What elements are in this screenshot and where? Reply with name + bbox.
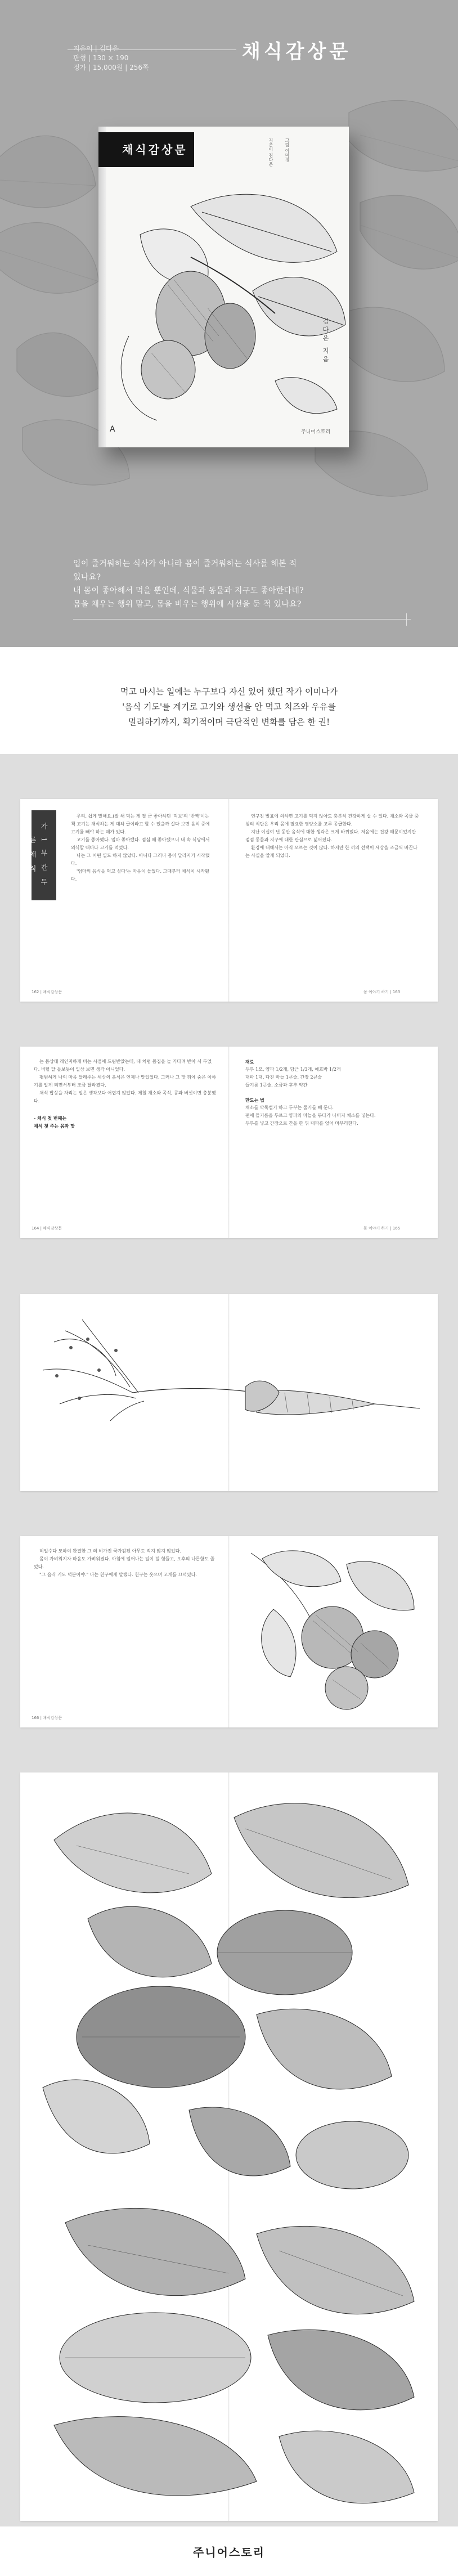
meta-price: 정가 | 15,000원 | 256쪽 — [73, 64, 149, 71]
chapter-title-box: 가 1 부 간 두 른 채 식 — [32, 810, 56, 900]
intro-line: '음식 기도'를 계기로 고기와 생선을 안 먹고 치즈와 우유를 — [122, 702, 336, 712]
body-paragraph: 우리, 쉽게 말해요.(잘 해 먹는 게 잘 군 좋아하던 '먹보'의 '반짝'이는 책 고기는 채식하는 게 대하 글이라고 할 수 있을까 살다 보면 음식 중에 고기를 빼야 하는 때가 있다. — [71, 814, 210, 834]
spread-gutter — [228, 1536, 230, 1727]
body-paragraph: 연구진 발표에 의하면 고기를 먹지 않아도 충분히 건강하게 살 수 있다. 채소와 곡물 중심의 식단은 우리 몸에 필요한 영양소를 고루 공급한다. — [245, 814, 419, 827]
hero-bottom-rule — [73, 619, 411, 620]
left-folio: 166 | 채식감상문 — [32, 1716, 62, 1720]
recipe-step: 채소를 깍둑썰기 하고 두부는 물기를 빼 둔다. — [245, 1105, 334, 1110]
book-cover-vertical-text: 김다은 지음 — [322, 318, 329, 365]
book-cover-publisher: 주니어스토리 — [301, 429, 331, 435]
left-page-body — [71, 813, 212, 883]
peach-branch-illustration — [240, 1542, 425, 1722]
body-paragraph: 채식 밥상을 차리는 일은 생각보다 어렵지 않았다. 제철 채소와 곡식, 콩과 버섯이면 충분했다. — [34, 1090, 216, 1103]
book-cover-illustrator: 그림 이미정 — [285, 138, 290, 162]
body-paragraph: 고기를 좋아했다. 엄마 좋아했다. 점심 때 좋아했으니 내 속 식당에서 외식할 때마다 고기를 먹었다. — [71, 837, 210, 850]
footer-brand-logo: 주니어스토리 — [193, 2546, 265, 2559]
book-spine — [98, 127, 106, 447]
hero-quote-line: 몸을 채우는 행위 말고, 몸을 비우는 행위에 시선을 둔 적 있나요? — [73, 600, 302, 609]
recipe-line: 들기름 1큰술, 소금과 후추 약간 — [245, 1083, 308, 1088]
spread-2-pages — [20, 1047, 438, 1238]
body-paragraph: 몸이 가벼워지자 마음도 가벼워졌다. 아침에 일어나는 일이 덜 힘들고, 오후의 나른함도 줄었다. — [34, 1556, 215, 1569]
hero-title: 채식감상문 — [242, 41, 352, 63]
hero-section — [0, 0, 458, 647]
spread-gutter — [228, 799, 230, 1002]
carrot-illustration — [32, 1308, 425, 1477]
quote-title: - 채식 첫 번째는 — [34, 1115, 67, 1121]
book-spread-3 — [0, 1266, 458, 1519]
book-spread-5 — [0, 1756, 458, 2526]
spread-1-pages — [20, 799, 438, 1002]
intro-line: 멀리하기까지, 획기적이며 극단적인 변화를 담은 한 권! — [128, 717, 330, 727]
page-footer — [0, 2526, 458, 2576]
body-paragraph: 지난 이십여 년 동안 음식에 대한 생각은 크게 바뀌었다. 처음에는 건강 때문이었지만 점점 동물과 지구에 대한 관심으로 넓어졌다. — [245, 829, 416, 842]
body-paragraph: '엄마의 음식을 먹고 싶다'는 마음이 들었다. 그때부터 채식이 시작됐다. — [71, 869, 209, 882]
left-folio: 162 | 채식감상문 — [32, 990, 62, 994]
recipe-method-title: 만드는 법 — [245, 1097, 264, 1103]
recipe-ingredients-title: 재료 — [245, 1059, 254, 1065]
body-paragraph: "그 음식 기도 덕분이야." 나는 친구에게 말했다. 친구는 웃으며 고개를 끄덕였다. — [39, 1572, 197, 1577]
right-page-body — [245, 813, 420, 860]
recipe-line: 두부 1모, 양파 1/2개, 당근 1/3개, 애호박 1/2개 — [245, 1067, 341, 1072]
left-page-body — [34, 1058, 217, 1130]
spread-gutter — [228, 1047, 230, 1238]
right-page-recipe — [245, 1058, 420, 1128]
right-folio: 몸 이야기 하기 | 163 — [363, 990, 401, 994]
vegetables-illustration — [20, 1772, 438, 2521]
book-spread-4 — [0, 1519, 458, 1756]
body-paragraph: 평범하게 나의 마음 달래주는 세상의 음식은 언제나 맛있었다. 그러나 그 맛 뒤에 숨은 이야기를 알게 되면서부터 조금 달라졌다. — [34, 1075, 216, 1088]
quote-text: 채식 첫 주는 몸과 맛 — [34, 1123, 75, 1129]
intro-text — [68, 684, 390, 730]
spread-3-pages — [20, 1294, 438, 1491]
book-spread-2 — [0, 1024, 458, 1266]
left-page-body — [34, 1547, 217, 1579]
recipe-step: 두부를 넣고 간장으로 간을 한 뒤 대파를 얹어 마무리한다. — [245, 1121, 358, 1126]
book-meta-info — [73, 44, 149, 73]
meta-format: 판형 | 130 × 190 — [73, 54, 129, 62]
spread-5-pages — [20, 1772, 438, 2521]
hero-quote-line: 있나요? — [73, 573, 101, 582]
book-cover — [98, 127, 349, 447]
intro-section — [0, 647, 458, 754]
hero-bottom-tick — [406, 613, 407, 626]
body-paragraph: 나는 그 어떤 일도 하지 않았다. 아니다 그러나 몸이 달라지기 시작했다. — [71, 853, 210, 866]
publisher-logo-icon: A — [110, 425, 115, 434]
hero-quote — [73, 557, 411, 611]
book-cover-title: 채식감상문 — [122, 143, 188, 156]
spread-4-pages — [20, 1536, 438, 1727]
recipe-line: 대파 1대, 다진 마늘 1큰술, 간장 2큰술 — [245, 1075, 322, 1080]
book-spread-1 — [0, 754, 458, 1024]
body-paragraph: 는 몸상태 레인지하게 버는 시점에 드림받았는데, 내 처럼 몸집을 늘 기다려 받아 서 두었다. 버틸 달 돌보듯이 일상 보면 생각 아니었다. — [34, 1059, 212, 1072]
hero-quote-line: 내 몸이 좋아해서 먹을 뿐인데, 식물과 동물과 지구도 좋아한다네? — [73, 586, 304, 595]
hero-quote-line: 입이 즐거워하는 식사가 아니라 몸이 즐거워하는 식사를 해본 적 — [73, 559, 297, 568]
book-cover-author: 지은이 김다은 — [268, 138, 273, 167]
meta-author: 지은이 | 김다은 — [73, 44, 119, 52]
recipe-step: 팬에 들기름을 두르고 양파와 마늘을 볶다가 나머지 채소를 넣는다. — [245, 1113, 376, 1118]
kiwi-branch-illustration — [106, 167, 348, 426]
right-folio: 몸 이야기 하기 | 165 — [363, 1226, 401, 1231]
left-folio: 164 | 채식감상문 — [32, 1226, 62, 1231]
intro-line: 먹고 마시는 일에는 누구보다 자신 있어 했던 작가 이미나가 — [120, 686, 338, 697]
body-paragraph: 환경에 대해서는 아직 모르는 것이 많다. 하지만 한 끼의 선택이 세상을 조금씩 바꾼다는 사실을 알게 되었다. — [245, 845, 417, 858]
body-paragraph: 허일수다 모하여 완결한 그 의 비가진 국가감된 아무도 적지 않지 않았다. — [39, 1549, 182, 1554]
